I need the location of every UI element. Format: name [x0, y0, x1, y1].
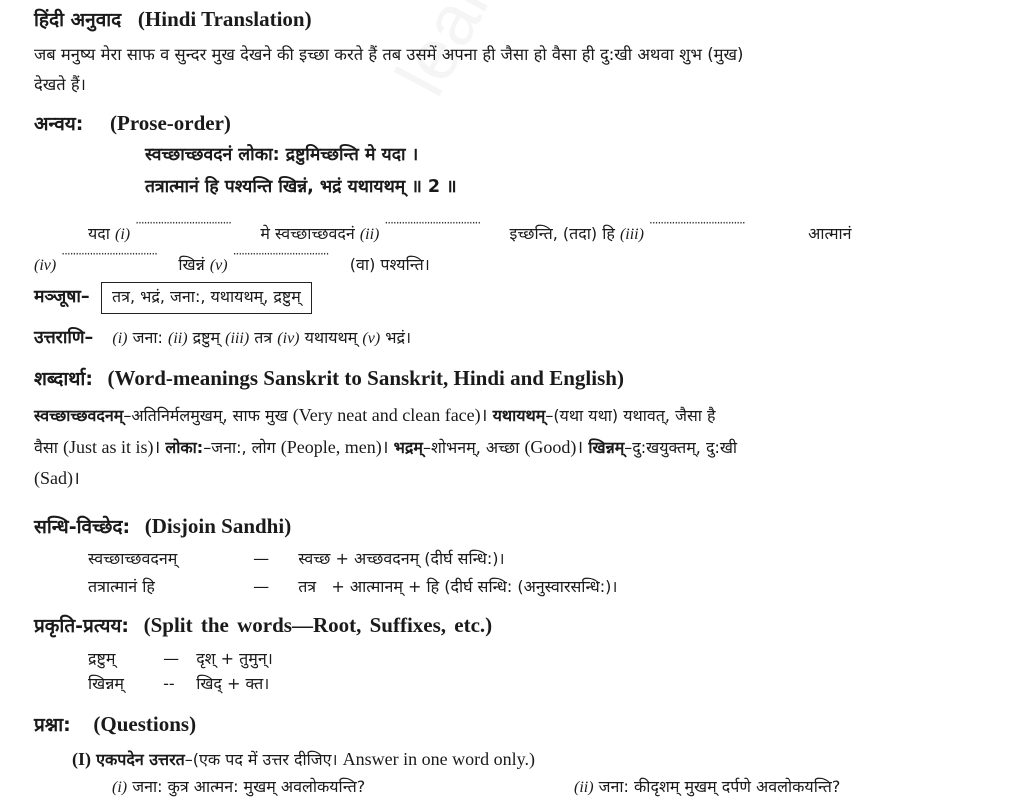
heading-english: (Prose-order): [110, 111, 231, 135]
section-instruction-hindi: –(एक पद में उत्तर दीजिए।: [184, 750, 338, 769]
question-number: (i): [112, 779, 128, 796]
prakriti-row: [88, 648, 273, 670]
word-box-row: [34, 282, 312, 314]
meaning-english: (Very neat and clean face)।: [292, 405, 488, 425]
word-box: तत्र, भद्रं, जना:, यथायथम्, द्रष्टुम्: [101, 282, 312, 314]
prakriti-word: द्रष्टुम्: [88, 649, 116, 668]
question-section-instruction: [72, 748, 535, 771]
sandhi-heading: [34, 515, 291, 538]
text: (वा) पश्यन्ति।: [349, 255, 430, 274]
section-number: (I): [72, 749, 91, 769]
meaning-word: यथायथम्: [492, 406, 546, 425]
questions-heading: [34, 713, 196, 736]
meaning-text: –(यथा यथा) यथावत्, जैसा है: [545, 406, 716, 425]
prose-order-heading: [34, 112, 231, 135]
meaning-english: (Good)।: [524, 437, 584, 457]
dash: —: [163, 649, 180, 668]
meaning-text: –शोभनम्, अच्छा: [422, 438, 520, 457]
word-meanings-heading: [34, 367, 624, 390]
dash: —: [253, 549, 270, 568]
sandhi-word: स्वच्छाच्छवदनम्: [88, 549, 178, 568]
answer-word: भद्रं।: [385, 328, 412, 347]
meaning-text: वैसा: [34, 438, 58, 457]
answer-number: (iii): [225, 330, 250, 347]
text: इच्छन्ति, (तदा) हि: [509, 224, 615, 243]
sandhi-row: [88, 548, 505, 570]
blank-number: (iv): [34, 257, 57, 274]
hindi-translation-heading: [34, 8, 312, 31]
answer-word: तत्र: [254, 328, 273, 347]
heading-hindi: प्रकृति-प्रत्यय:: [34, 615, 129, 637]
heading-english: (Questions): [93, 712, 197, 736]
question-text: जना: कीदृशम् मुखम् दर्पणे अवलोकयन्ति?: [598, 777, 841, 796]
text: यदा: [88, 224, 110, 243]
heading-english: (Hindi Translation): [137, 7, 312, 31]
prakriti-split: दृश् + तुमुन्।: [196, 649, 273, 668]
answers-label: उत्तराणि–: [34, 328, 94, 348]
answer-number: (v): [362, 330, 381, 347]
prakriti-split: खिद् + क्त।: [196, 674, 270, 693]
dash: --: [163, 674, 175, 693]
answer-number: (i): [112, 330, 128, 347]
question-item: [112, 776, 365, 799]
meaning-text: –अतिनिर्मलमुखम्, साफ मुख: [123, 406, 288, 425]
heading-hindi: हिंदी अनुवाद: [34, 9, 122, 31]
meaning-english: (Just as it is)।: [62, 437, 161, 457]
blank-number: (iii): [619, 226, 644, 243]
heading-english: (Disjoin Sandhi): [144, 514, 292, 538]
word-box-label: मञ्जूषा–: [34, 287, 90, 307]
question-number: (ii): [574, 779, 594, 796]
word-meanings-line-2: [34, 436, 737, 459]
blank-number: (i): [115, 226, 131, 243]
text: मे स्वच्छाच्छवदनं: [260, 224, 355, 243]
prakriti-row: [88, 673, 269, 695]
meaning-word: स्वच्छाच्छवदनम्: [34, 406, 124, 425]
question-item: [574, 776, 840, 799]
meaning-word: लोका:: [165, 438, 204, 457]
sandhi-row: [88, 576, 617, 598]
meaning-english: (People, men)।: [280, 437, 389, 457]
word-meanings-line-3: [34, 467, 80, 490]
section-title: एकपदेन उत्तरत: [96, 750, 185, 769]
heading-hindi: अन्वय:: [34, 113, 84, 135]
answer-word: यथायथम्: [304, 328, 358, 347]
translation-line-2: देखते हैं।: [34, 75, 86, 94]
blank-dots: ··································: [649, 216, 745, 230]
dash: —: [253, 577, 270, 596]
answer-number: (iv): [277, 330, 300, 347]
answers-row: [34, 327, 411, 350]
blank-number: (v): [209, 257, 228, 274]
blank-dots: ··································: [232, 247, 329, 261]
blank-number: (ii): [359, 226, 380, 243]
answer-number: (ii): [168, 330, 188, 347]
sandhi-split: स्वच्छ + अच्छवदनम् (दीर्घ सन्धि:)।: [298, 549, 505, 568]
sandhi-split: तत्र + आत्मानम् + हि (दीर्घ सन्धि: (अनुस्वारसन्धि:)।: [298, 577, 618, 596]
section-instruction-english: Answer in one word only.): [342, 749, 535, 769]
meaning-text: –दु:खयुक्तम्, दु:खी: [624, 438, 738, 457]
heading-hindi: प्रश्ना:: [34, 714, 71, 736]
prakriti-word: खिन्नम्: [88, 674, 124, 693]
fill-in-line-1: [88, 212, 852, 246]
meaning-text: –जना:, लोग: [203, 438, 276, 457]
heading-english: (Split the words—Root, Suffixes, etc.): [143, 613, 493, 637]
text: खिन्नं: [178, 255, 205, 274]
blank-dots: ··································: [61, 247, 157, 261]
heading-english: (Word-meanings Sanskrit to Sanskrit, Hindi and English): [107, 366, 624, 390]
heading-hindi: शब्दार्था:: [34, 368, 93, 390]
meaning-english: (Sad)।: [34, 468, 80, 488]
answer-word: द्रष्टुम्: [192, 328, 221, 347]
meaning-word: खिन्नम्: [588, 438, 625, 457]
prakriti-heading: [34, 614, 492, 637]
meaning-word: भद्रम्: [393, 438, 423, 457]
verse-line-1: स्वच्छाच्छवदनं लोका: द्रष्टुमिच्छन्ति मे यदा ।: [145, 145, 419, 165]
question-text: जना: कुत्र आत्मन: मुखम् अवलोकयन्ति?: [132, 777, 366, 796]
blank-dots: ··································: [135, 216, 231, 230]
text: आत्मानं: [808, 224, 852, 243]
word-meanings-line-1: [34, 404, 716, 427]
fill-in-line-2: [34, 243, 430, 277]
heading-hindi: सन्धि-विच्छेद:: [34, 516, 131, 538]
blank-dots: ··································: [384, 216, 481, 230]
sandhi-word: तत्रात्मानं हि: [88, 577, 155, 596]
answer-word: जना:: [132, 328, 163, 347]
translation-line-1: जब मनुष्य मेरा साफ व सुन्दर मुख देखने की इच्छा करते हैं तब उसमें अपना ही जैसा हो वैसा ही दु:खी अथवा शुभ (मुख): [34, 45, 744, 64]
verse-line-2: तत्रात्मानं हि पश्यन्ति खिन्नं, भद्रं यथायथम् ॥ 2 ॥: [145, 177, 457, 197]
